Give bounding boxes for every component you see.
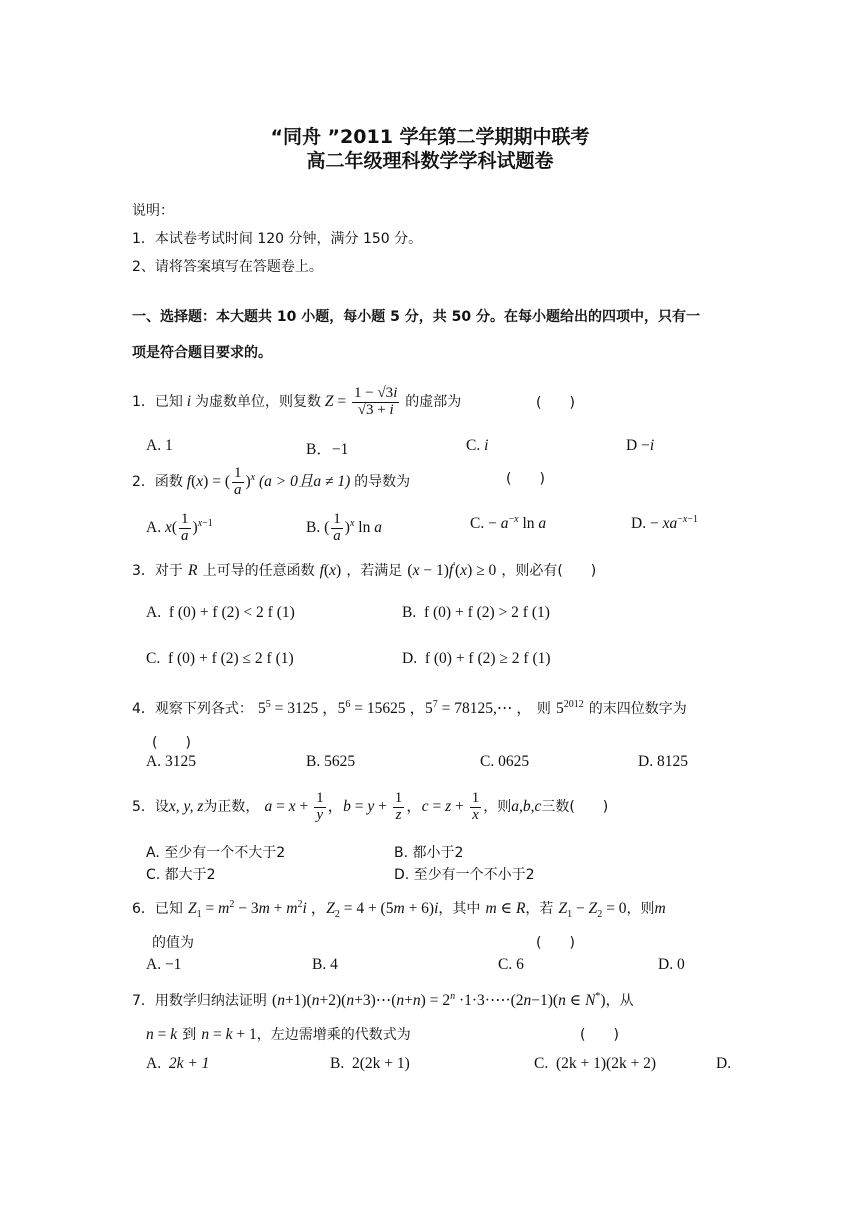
q7-option-b	[330, 1055, 410, 1073]
q3-option-a-expr: f (0) + f (2) < 2 f (1)	[168, 604, 295, 621]
q7-line2a: 到	[182, 1027, 197, 1043]
q2-option-a-label: A.	[146, 519, 162, 537]
q3-text4: ，则必有	[501, 563, 558, 579]
q5-option-a: A. 至少有一个不大于2	[146, 845, 286, 861]
section1-line1: 一、选择题：本大题共 10 小题，每小题 5 分，共 50 分。在每小题给出的四项中，只有一	[132, 309, 700, 325]
exam-title-line2: 高二年级理科数学学科试题卷	[306, 150, 554, 172]
q6-option-a: A. −1	[146, 956, 182, 973]
q1-option-d-label: D −	[626, 437, 650, 454]
q2-option-d: D. − $xa^{-x-1}$	[631, 514, 698, 533]
notes-line1: 1．本试卷考试时间 120 分钟，满分 150 分。	[132, 231, 423, 247]
q2-option-b-label: B.	[306, 519, 321, 537]
q2-condition: (a > 0且a ≠ 1)	[259, 473, 351, 491]
q1-option-b: B．−1	[306, 441, 349, 458]
q2-option-a: A. x( $\frac{1}{a}$ )$^{x-1}$	[146, 511, 213, 545]
question-2-stem: 2．函数 f(x) = ( $\frac{1}{a}$ )$^x$ (a > 0且a ≠ 1) 的导数为	[132, 465, 411, 499]
q6-option-d: D. 0	[658, 956, 685, 973]
q4-text2: 则	[536, 701, 551, 717]
q2-option-c: C. − $a^{-x}$ ln a	[470, 514, 547, 533]
exam-title-line1: “同舟 ”2011 学年第二学期期中联考	[270, 126, 590, 148]
q3-text3: ，若满足	[346, 563, 403, 579]
question-4-stem: 4．观察下列各式： $5^5 = 3125$ ，$5^6 = 15625$ ，$5^7$ = 78125,⋯ ， 则 $5^{2012}$ 的末四位数字为	[132, 698, 687, 717]
q1-fraction: $\frac{1 - √3i}{√3 + i}$	[353, 385, 398, 418]
q7-line2b: ，左边需增乘的代数式为	[256, 1027, 411, 1043]
question-1-stem: 1．已知 i 为虚数单位，则复数 Z = $\frac{1 - √3i}{√3 + i}$ 的虚部为	[132, 385, 462, 418]
question-6-stem: 6．已知 $Z_1 = m^2 - 3m + m^2i$ ，$Z_2 = 4 + (5m + 6)i$，其中 m ∈ R，若 $Z_1 - Z_2 = 0$，则m	[132, 898, 666, 921]
q1-option-c: C. i	[466, 437, 489, 454]
q7-text2: ，从	[605, 993, 634, 1009]
q7-answer-paren: ( )	[580, 1027, 619, 1043]
q7-option-b-expr: 2(2k + 1)	[351, 1055, 410, 1072]
section1-line2: 项是符合题目要求的。	[132, 345, 272, 361]
q7-option-c	[534, 1055, 656, 1073]
q7-option-c-label: C.	[534, 1055, 549, 1072]
notes-heading: 说明：	[132, 203, 174, 219]
q2-prefix: 2．函数	[132, 474, 183, 491]
q7-option-a-expr: 2k + 1	[168, 1055, 210, 1072]
q2-option-d-label: D.	[631, 515, 647, 533]
q3-option-d-expr: f (0) + f (2) ≥ 2 f (1)	[424, 650, 551, 667]
q5-option-b: B. 都小于2	[394, 845, 464, 861]
notes-line2: 2、请将答案填写在答题卷上。	[132, 259, 323, 275]
q6-line2: 的值为	[152, 935, 194, 951]
q5-option-d: D. 至少有一个不小于2	[394, 867, 535, 883]
q5-text3: ，则	[483, 799, 512, 815]
q3-option-b-expr: f (0) + f (2) > 2 f (1)	[423, 604, 550, 621]
q6-text2: ，其中	[438, 901, 481, 917]
q5-text2: 为正数，	[203, 799, 260, 815]
q4-text3: 的末四位数字为	[588, 701, 687, 717]
q3-answer-paren: ( )	[557, 563, 597, 579]
question-5-stem: 5．设x, y, z为正数， a = x + $\frac{1}{y}$ ，b = y + $\frac{1}{z}$ ，c = z + $\frac{1}{x}$ ，则a,b,c三数( )	[132, 790, 609, 823]
q1-option-a: A. 1	[146, 437, 173, 454]
q6-option-b: B. 4	[312, 956, 338, 973]
q2-option-b: B. ( $\frac{1}{a}$ )$^x$ ln a	[306, 511, 382, 545]
q4-text1: 4．观察下列各式：	[132, 701, 253, 717]
q1-suffix: 的虚部为	[405, 394, 462, 410]
q3-option-a	[146, 604, 295, 622]
q7-option-d: D.	[716, 1055, 732, 1072]
q4-option-c: C. 0625	[480, 753, 530, 770]
q6-option-c: C. 6	[498, 956, 524, 973]
q2-answer-paren: ( )	[506, 471, 545, 487]
q7-option-b-label: B.	[330, 1055, 345, 1072]
q5-text4: 三数	[541, 799, 570, 815]
q6-text4: ，则	[626, 901, 655, 917]
q5-text1: 5．设	[132, 799, 169, 815]
q1-mid: 为虚数单位，则复数	[194, 394, 321, 410]
q4-option-b: B. 5625	[306, 753, 356, 770]
q3-option-b	[402, 604, 550, 622]
q6-text1: 6．已知	[132, 901, 183, 917]
q7-text1: 7．用数学归纳法证明	[132, 993, 267, 1009]
q3-option-a-label: A.	[146, 604, 162, 621]
q3-option-d-label: D.	[402, 650, 418, 667]
q6-text3: ，若	[525, 901, 554, 917]
q1-answer-paren: ( )	[536, 395, 575, 411]
q1-option-c-label: C.	[466, 437, 481, 454]
q3-option-d	[402, 650, 551, 668]
q1-prefix: 1．已知	[132, 394, 183, 410]
q2-option-c-label: C.	[470, 515, 485, 533]
q2-suffix: 的导数为	[354, 474, 411, 491]
q5-answer-paren: ( )	[569, 799, 609, 815]
q3-option-c-expr: f (0) + f (2) ≤ 2 f (1)	[167, 650, 294, 667]
q3-text1: 3．对于	[132, 563, 183, 579]
q3-option-c	[146, 650, 294, 668]
q4-answer-paren: ( )	[152, 735, 191, 751]
q1-option-d: D −i	[626, 437, 655, 454]
q5-option-c: C. 都大于2	[146, 867, 216, 883]
q7-option-a	[146, 1055, 209, 1073]
question-3-stem: 3．对于 R 上可导的任意函数 f(x) ，若满足 (x − 1)f'(x) ≥ 0 ，则必有( )	[132, 560, 597, 579]
q4-option-a: A. 3125	[146, 753, 196, 770]
q3-option-b-label: B.	[402, 604, 417, 621]
q7-option-c-expr: (2k + 1)(2k + 2)	[555, 1055, 657, 1072]
q7-option-a-label: A.	[146, 1055, 162, 1072]
q7-line2: n = k 到 n = k + 1，左边需增乘的代数式为	[146, 1026, 411, 1043]
q3-text2: 上可导的任意函数	[202, 563, 315, 579]
q3-option-c-label: C.	[146, 650, 161, 667]
question-7-stem: 7．用数学归纳法证明 (n+1)(n+2)(n+3)⋯(n+n) = $2^n$ ·1·3·⋯·(2n−1)(n ∈ N*)，从	[132, 990, 634, 1009]
q4-option-d: D. 8125	[638, 753, 688, 770]
q6-answer-paren: ( )	[536, 935, 575, 951]
